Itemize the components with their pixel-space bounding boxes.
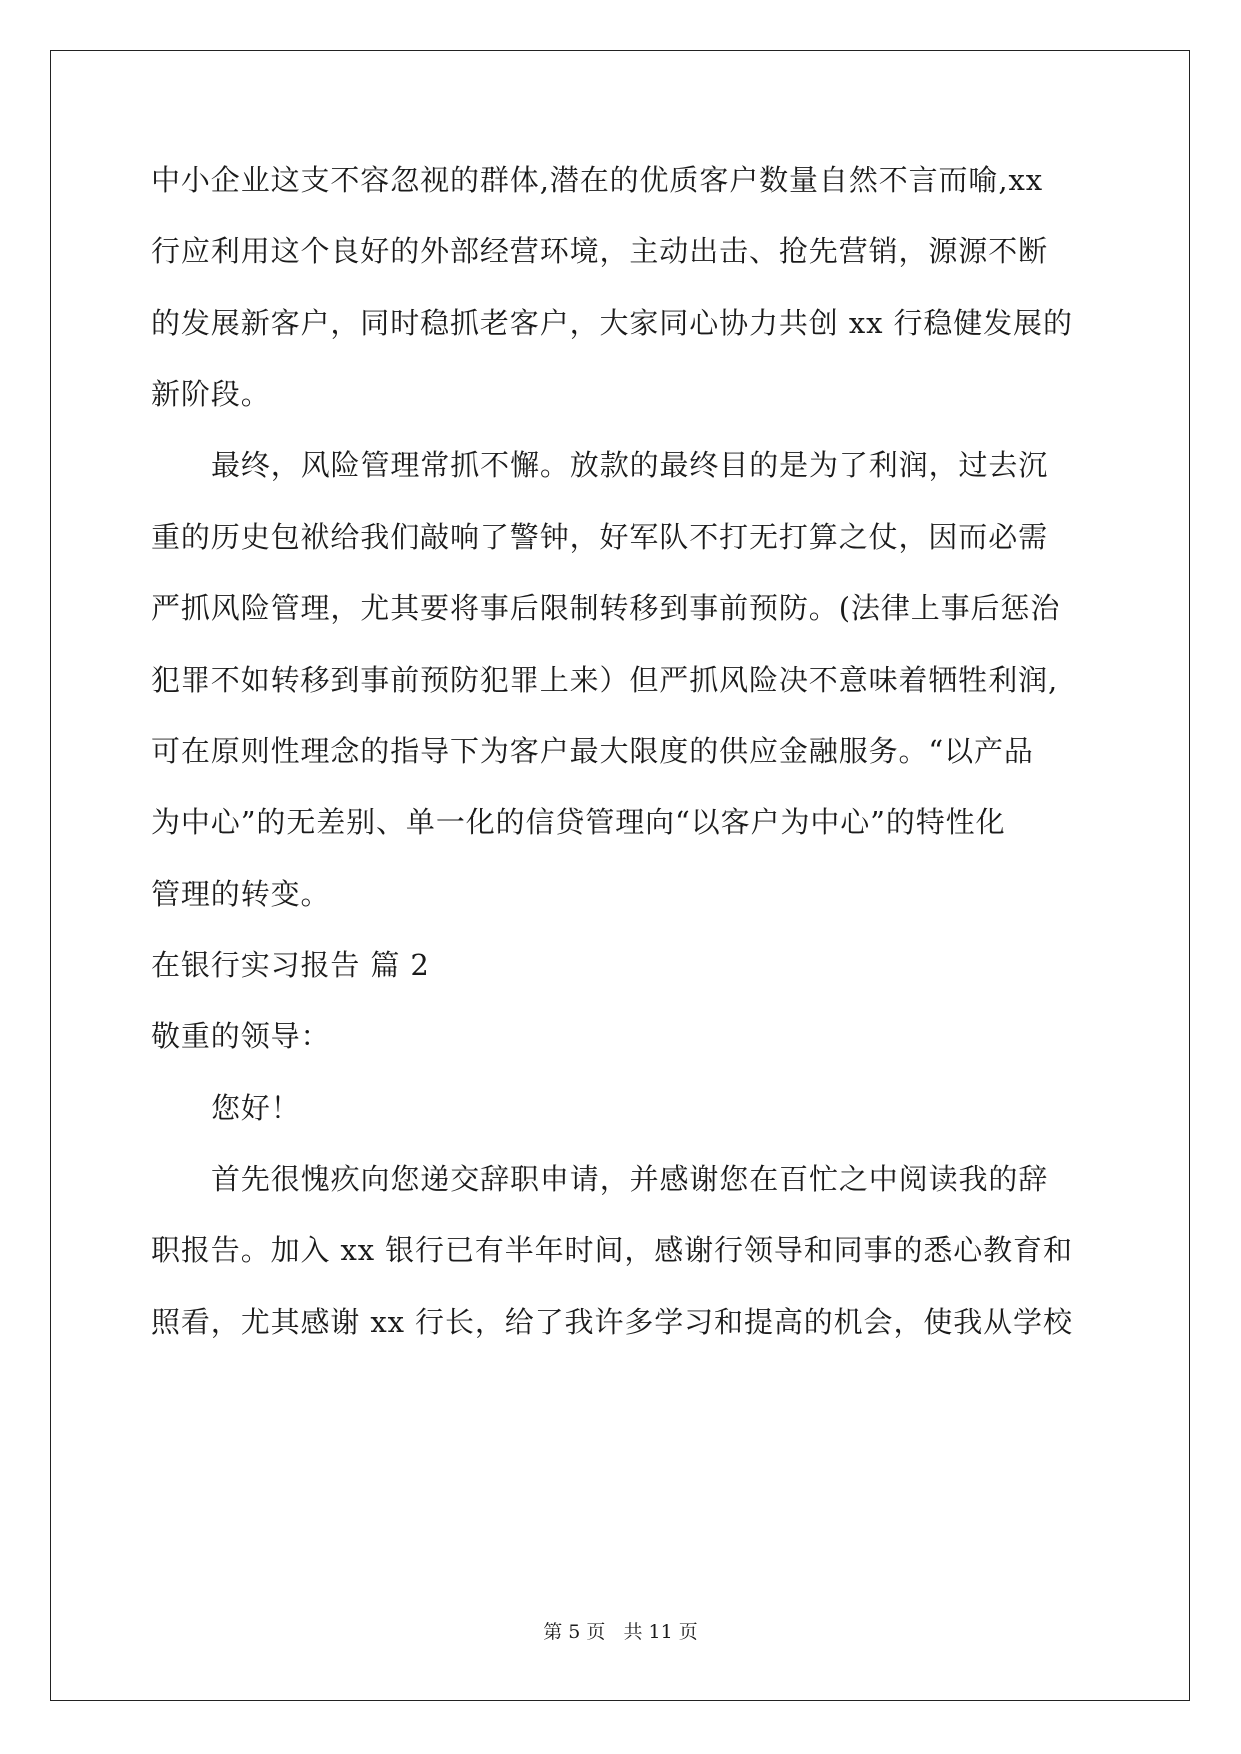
page-total: 共 11 页	[623, 1621, 698, 1643]
paragraph-line: 行应利用这个良好的外部经营环境，主动出击、抢先营销，源源不断	[151, 234, 1049, 268]
paragraph-line: 的发展新客户，同时稳抓老客户，大家同心协力共创 xx 行稳健发展的	[151, 306, 1073, 340]
paragraph-line: 新阶段。	[151, 377, 271, 411]
paragraph-line: 照看，尤其感谢 xx 行长，给了我许多学习和提高的机会，使我从学校	[151, 1305, 1073, 1339]
greeting: 您好！	[211, 1091, 301, 1125]
page-number: 第 5 页	[543, 1621, 606, 1643]
page-footer	[0, 1620, 1241, 1644]
section-heading: 在银行实习报告 篇 2	[151, 948, 430, 982]
paragraph-line: 犯罪不如转移到事前预防犯罪上来）但严抓风险决不意味着牺牲利润,	[151, 663, 1059, 697]
paragraph-line: 严抓风险管理，尤其要将事后限制转移到事前预防。(法律上事后惩治	[151, 591, 1061, 625]
paragraph-line: 最终，风险管理常抓不懈。放款的最终目的是为了利润，过去沉	[211, 448, 1049, 482]
paragraph-line: 可在原则性理念的指导下为客户最大限度的供应金融服务。“以产品	[151, 734, 1034, 768]
salutation: 敬重的领导：	[151, 1019, 331, 1053]
paragraph-line: 为中心”的无差别、单一化的信贷管理向“以客户为中心”的特性化	[151, 805, 1006, 839]
paragraph-line: 管理的转变。	[151, 877, 331, 911]
paragraph-line: 重的历史包袱给我们敲响了警钟，好军队不打无打算之仗，因而必需	[151, 520, 1049, 554]
paragraph-line: 职报告。加入 xx 银行已有半年时间，感谢行领导和同事的悉心教育和	[151, 1233, 1073, 1267]
paragraph-line: 中小企业这支不容忽视的群体,潜在的优质客户数量自然不言而喻,xx	[151, 163, 1043, 197]
paragraph-line: 首先很愧疚向您递交辞职申请，并感谢您在百忙之中阅读我的辞	[211, 1162, 1049, 1196]
